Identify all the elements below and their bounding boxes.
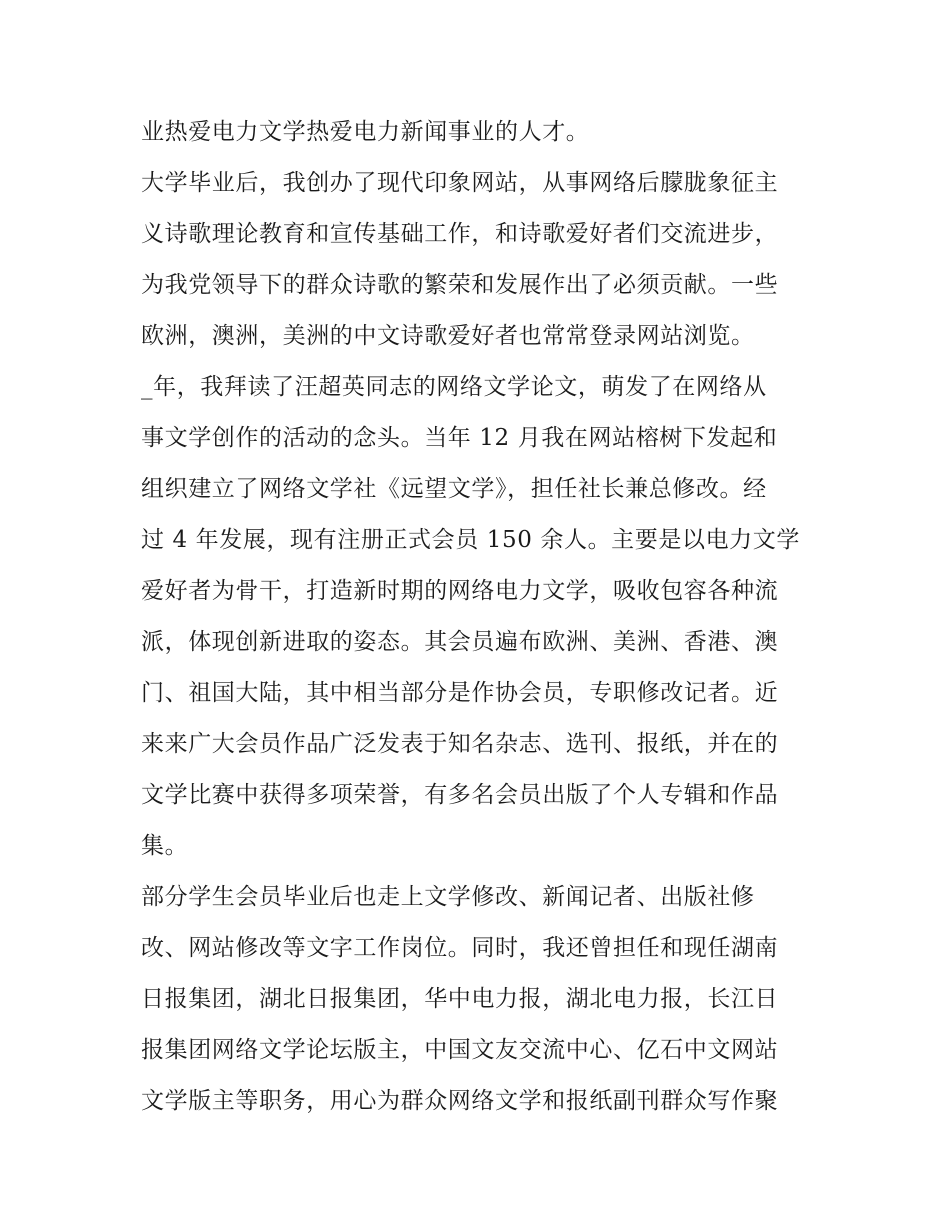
text-line: 门、祖国大陆，其中相当部分是作协会员，专职修改记者。近 [141,680,779,706]
text-line: 义诗歌理论教育和宣传基础工作，和诗歌爱好者们交流进步， [141,221,779,247]
text-line: 文学比赛中获得多项荣誉，有多名会员出版了个人专辑和作品 [141,782,779,808]
text-line: 业热爱电力文学热爱电力新闻事业的人才。 [141,119,590,145]
text-line: 组织建立了网络文学社《远望文学》，担任社长兼总修改。经 [141,476,767,502]
text-line: 大学毕业后，我创办了现代印象网站，从事网络后朦胧象征主 [141,170,779,196]
text-line: 欧洲，澳洲，美洲的中文诗歌爱好者也常常登录网站浏览。 [141,323,755,349]
text-line: 报集团网络文学论坛版主，中国文友交流中心、亿石中文网站 [141,1037,779,1063]
text-line: 事文学创作的活动的念头。当年 12 月我在网站榕树下发起和 [141,425,778,451]
text-line: 集。 [141,833,189,859]
text-line: _年，我拜读了汪超英同志的网络文学论文，萌发了在网络从 [141,374,767,400]
text-line: 文学版主等职务，用心为群众网络文学和报纸副刊群众写作聚 [141,1088,779,1114]
text-line: 改、网站修改等文字工作岗位。同时，我还曾担任和现任湖南 [141,935,779,961]
document-body [141,107,821,1127]
text-line: 过 4 年发展，现有注册正式会员 150 余人。主要是以电力文学 [141,527,800,553]
text-line: 部分学生会员毕业后也走上文学修改、新闻记者、出版社修 [141,884,755,910]
text-line: 日报集团，湖北日报集团，华中电力报，湖北电力报，长江日 [141,986,779,1012]
text-line: 为我党领导下的群众诗歌的繁荣和发展作出了必须贡献。一些 [141,272,779,298]
text-line: 爱好者为骨干，打造新时期的网络电力文学，吸收包容各种流 [141,578,779,604]
text-line: 来来广大会员作品广泛发表于知名杂志、选刊、报纸，并在的 [141,731,779,757]
text-line: 派，体现创新进取的姿态。其会员遍布欧洲、美洲、香港、澳 [141,629,779,655]
